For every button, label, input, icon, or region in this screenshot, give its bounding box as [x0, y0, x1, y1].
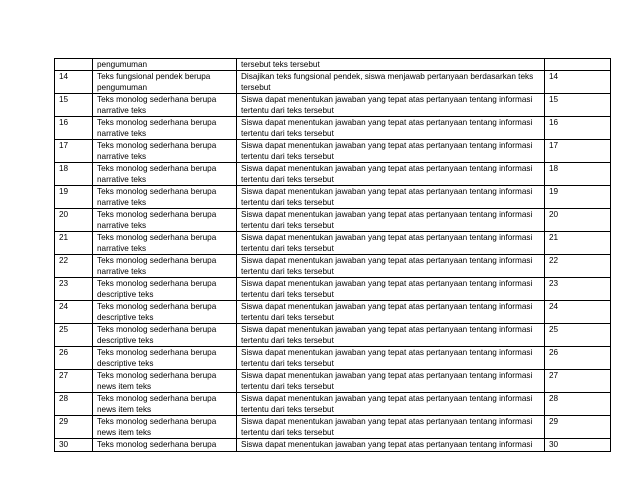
cell-no — [55, 186, 93, 209]
cell-indicator — [237, 278, 545, 301]
cell-indicator-text: Siswa dapat menentukan jawaban yang tepat atas pertanyaan tentang informasi tertentu dari teks tersebut — [241, 417, 533, 437]
table-row — [55, 416, 611, 439]
cell-material-text: pengumuman — [97, 60, 148, 69]
cell-material — [93, 393, 237, 416]
cell-material — [93, 209, 237, 232]
cell-no-text: 16 — [59, 118, 69, 127]
cell-item-no-text: 28 — [549, 394, 559, 403]
cell-item-no — [545, 59, 611, 71]
cell-no-text: 20 — [59, 210, 69, 219]
cell-item-no — [545, 140, 611, 163]
table-row — [55, 71, 611, 94]
cell-material-text: Teks monolog sederhana berupa narrative teks — [97, 118, 217, 138]
cell-item-no — [545, 232, 611, 255]
cell-material — [93, 324, 237, 347]
cell-indicator — [237, 255, 545, 278]
cell-indicator — [237, 163, 545, 186]
cell-indicator-text: Siswa dapat menentukan jawaban yang tepat atas pertanyaan tentang informasi tertentu dari teks tersebut — [241, 233, 533, 253]
cell-item-no-text: 29 — [549, 417, 559, 426]
cell-indicator — [237, 347, 545, 370]
cell-material-text: Teks monolog sederhana berupa descriptive teks — [97, 279, 217, 299]
cell-item-no-text: 19 — [549, 187, 559, 196]
cell-material-text: Teks monolog sederhana berupa descriptive teks — [97, 325, 217, 345]
cell-no-text: 24 — [59, 302, 69, 311]
cell-material-text: Teks monolog sederhana berupa narrative teks — [97, 187, 217, 207]
cell-indicator-text: Disajikan teks fungsional pendek, siswa menjawab pertanyaan berdasarkan teks tersebut — [241, 72, 534, 92]
cell-no — [55, 71, 93, 94]
cell-indicator-text: Siswa dapat menentukan jawaban yang tepat atas pertanyaan tentang informasi tertentu dari teks tersebut — [241, 164, 533, 184]
table-row-continuation — [55, 59, 611, 71]
cell-material — [93, 163, 237, 186]
cell-indicator — [237, 232, 545, 255]
cell-item-no-text: 26 — [549, 348, 559, 357]
cell-indicator — [237, 209, 545, 232]
cell-indicator-text: Siswa dapat menentukan jawaban yang tepat atas pertanyaan tentang informasi tertentu dari teks tersebut — [241, 95, 533, 115]
cell-item-no — [545, 117, 611, 140]
cell-no-text: 22 — [59, 256, 69, 265]
table-row — [55, 393, 611, 416]
cell-indicator — [237, 117, 545, 140]
cell-material — [93, 71, 237, 94]
cell-material — [93, 94, 237, 117]
cell-indicator-text: Siswa dapat menentukan jawaban yang tepat atas pertanyaan tentang informasi tertentu dari teks tersebut — [241, 141, 533, 161]
cell-material — [93, 416, 237, 439]
cell-material-text: Teks monolog sederhana berupa descriptive teks — [97, 302, 217, 322]
cell-item-no-text: 22 — [549, 256, 559, 265]
table-row — [55, 140, 611, 163]
cell-material-text: Teks monolog sederhana berupa narrative teks — [97, 256, 217, 276]
cell-material-text: Teks monolog sederhana berupa — [97, 440, 217, 449]
cell-material-text: Teks monolog sederhana berupa narrative teks — [97, 164, 217, 184]
cell-item-no-text: 25 — [549, 325, 559, 334]
cell-material-text: Teks fungsional pendek berupa pengumuman — [97, 72, 211, 92]
cell-no — [55, 439, 93, 452]
cell-item-no — [545, 324, 611, 347]
cell-indicator — [237, 301, 545, 324]
cell-indicator — [237, 140, 545, 163]
cell-item-no-text: 14 — [549, 72, 559, 81]
cell-item-no-text: 27 — [549, 371, 559, 380]
cell-no — [55, 140, 93, 163]
table-row — [55, 301, 611, 324]
cell-material — [93, 278, 237, 301]
cell-item-no-text: 17 — [549, 141, 559, 150]
cell-material — [93, 232, 237, 255]
cell-material — [93, 301, 237, 324]
cell-indicator — [237, 324, 545, 347]
cell-indicator — [237, 416, 545, 439]
cell-no — [55, 278, 93, 301]
cell-material-text: Teks monolog sederhana berupa news item teks — [97, 417, 217, 437]
cell-item-no — [545, 278, 611, 301]
cell-item-no — [545, 71, 611, 94]
cell-item-no — [545, 439, 611, 452]
cell-no — [55, 232, 93, 255]
cell-no-text: 26 — [59, 348, 69, 357]
cell-item-no — [545, 301, 611, 324]
cell-indicator-text: tersebut teks tersebut — [241, 60, 320, 69]
cell-material-text: Teks monolog sederhana berupa narrative teks — [97, 233, 217, 253]
cell-item-no-text: 18 — [549, 164, 559, 173]
cell-no-text: 30 — [59, 440, 69, 449]
cell-material — [93, 186, 237, 209]
cell-indicator-text: Siswa dapat menentukan jawaban yang tepat atas pertanyaan tentang informasi tertentu dari teks tersebut — [241, 371, 533, 391]
cell-item-no — [545, 416, 611, 439]
table-row — [55, 347, 611, 370]
table-row — [55, 94, 611, 117]
cell-indicator-text: Siswa dapat menentukan jawaban yang tepat atas pertanyaan tentang informasi tertentu dari teks tersebut — [241, 279, 533, 299]
table-row — [55, 232, 611, 255]
cell-no-text: 25 — [59, 325, 69, 334]
cell-no — [55, 255, 93, 278]
cell-indicator-text: Siswa dapat menentukan jawaban yang tepat atas pertanyaan tentang informasi tertentu dari teks tersebut — [241, 348, 533, 368]
cell-no-text: 19 — [59, 187, 69, 196]
cell-no — [55, 416, 93, 439]
cell-no-text: 14 — [59, 72, 69, 81]
cell-indicator — [237, 59, 545, 71]
cell-no — [55, 347, 93, 370]
table-row — [55, 117, 611, 140]
table-row — [55, 163, 611, 186]
table-row — [55, 255, 611, 278]
cell-indicator-text: Siswa dapat menentukan jawaban yang tepat atas pertanyaan tentang informasi — [241, 440, 533, 449]
cell-indicator — [237, 393, 545, 416]
cell-no — [55, 117, 93, 140]
table-row — [55, 324, 611, 347]
cell-item-no-text: 21 — [549, 233, 559, 242]
cell-item-no — [545, 186, 611, 209]
cell-no-text: 18 — [59, 164, 69, 173]
cell-no — [55, 370, 93, 393]
table-row — [55, 278, 611, 301]
cell-item-no-text: 30 — [549, 440, 559, 449]
cell-no-text: 29 — [59, 417, 69, 426]
table-row-last — [55, 439, 611, 452]
cell-item-no-text: 15 — [549, 95, 559, 104]
cell-no — [55, 393, 93, 416]
cell-no — [55, 301, 93, 324]
cell-item-no-text: 24 — [549, 302, 559, 311]
cell-material — [93, 370, 237, 393]
cell-indicator-text: Siswa dapat menentukan jawaban yang tepat atas pertanyaan tentang informasi tertentu dari teks tersebut — [241, 256, 533, 276]
cell-material — [93, 255, 237, 278]
cell-material-text: Teks monolog sederhana berupa narrative teks — [97, 210, 217, 230]
cell-no — [55, 324, 93, 347]
cell-no — [55, 94, 93, 117]
cell-material — [93, 439, 237, 452]
cell-item-no — [545, 370, 611, 393]
cell-item-no-text: 23 — [549, 279, 559, 288]
cell-no-text: 28 — [59, 394, 69, 403]
cell-material-text: Teks monolog sederhana berupa news item teks — [97, 394, 217, 414]
cell-indicator-text: Siswa dapat menentukan jawaban yang tepat atas pertanyaan tentang informasi tertentu dari teks tersebut — [241, 302, 533, 322]
cell-indicator-text: Siswa dapat menentukan jawaban yang tepat atas pertanyaan tentang informasi tertentu dari teks tersebut — [241, 118, 533, 138]
cell-no-text: 21 — [59, 233, 69, 242]
cell-indicator-text: Siswa dapat menentukan jawaban yang tepat atas pertanyaan tentang informasi tertentu dari teks tersebut — [241, 187, 533, 207]
cell-indicator-text: Siswa dapat menentukan jawaban yang tepat atas pertanyaan tentang informasi tertentu dari teks tersebut — [241, 394, 533, 414]
cell-material — [93, 117, 237, 140]
cell-indicator — [237, 71, 545, 94]
cell-material — [93, 140, 237, 163]
cell-material-text: Teks monolog sederhana berupa narrative teks — [97, 141, 217, 161]
cell-item-no — [545, 209, 611, 232]
table-row — [55, 209, 611, 232]
cell-item-no — [545, 255, 611, 278]
cell-material-text: Teks monolog sederhana berupa descriptive teks — [97, 348, 217, 368]
cell-indicator-text: Siswa dapat menentukan jawaban yang tepat atas pertanyaan tentang informasi tertentu dari teks tersebut — [241, 210, 533, 230]
cell-no-text: 17 — [59, 141, 69, 150]
cell-no-text: 23 — [59, 279, 69, 288]
cell-material-text: Teks monolog sederhana berupa news item teks — [97, 371, 217, 391]
table-row — [55, 186, 611, 209]
cell-material — [93, 347, 237, 370]
test-grid-table — [54, 58, 611, 452]
cell-item-no — [545, 163, 611, 186]
cell-indicator — [237, 94, 545, 117]
cell-material — [93, 59, 237, 71]
cell-no — [55, 59, 93, 71]
cell-material-text: Teks monolog sederhana berupa narrative teks — [97, 95, 217, 115]
cell-indicator-text: Siswa dapat menentukan jawaban yang tepat atas pertanyaan tentang informasi tertentu dari teks tersebut — [241, 325, 533, 345]
table-body — [55, 59, 611, 452]
cell-indicator — [237, 370, 545, 393]
cell-no — [55, 209, 93, 232]
cell-indicator — [237, 439, 545, 452]
cell-item-no-text: 16 — [549, 118, 559, 127]
cell-no-text: 27 — [59, 371, 69, 380]
cell-item-no — [545, 347, 611, 370]
cell-item-no-text: 20 — [549, 210, 559, 219]
table-row — [55, 370, 611, 393]
cell-indicator — [237, 186, 545, 209]
cell-item-no — [545, 393, 611, 416]
cell-no — [55, 163, 93, 186]
cell-no-text: 15 — [59, 95, 69, 104]
cell-item-no — [545, 94, 611, 117]
